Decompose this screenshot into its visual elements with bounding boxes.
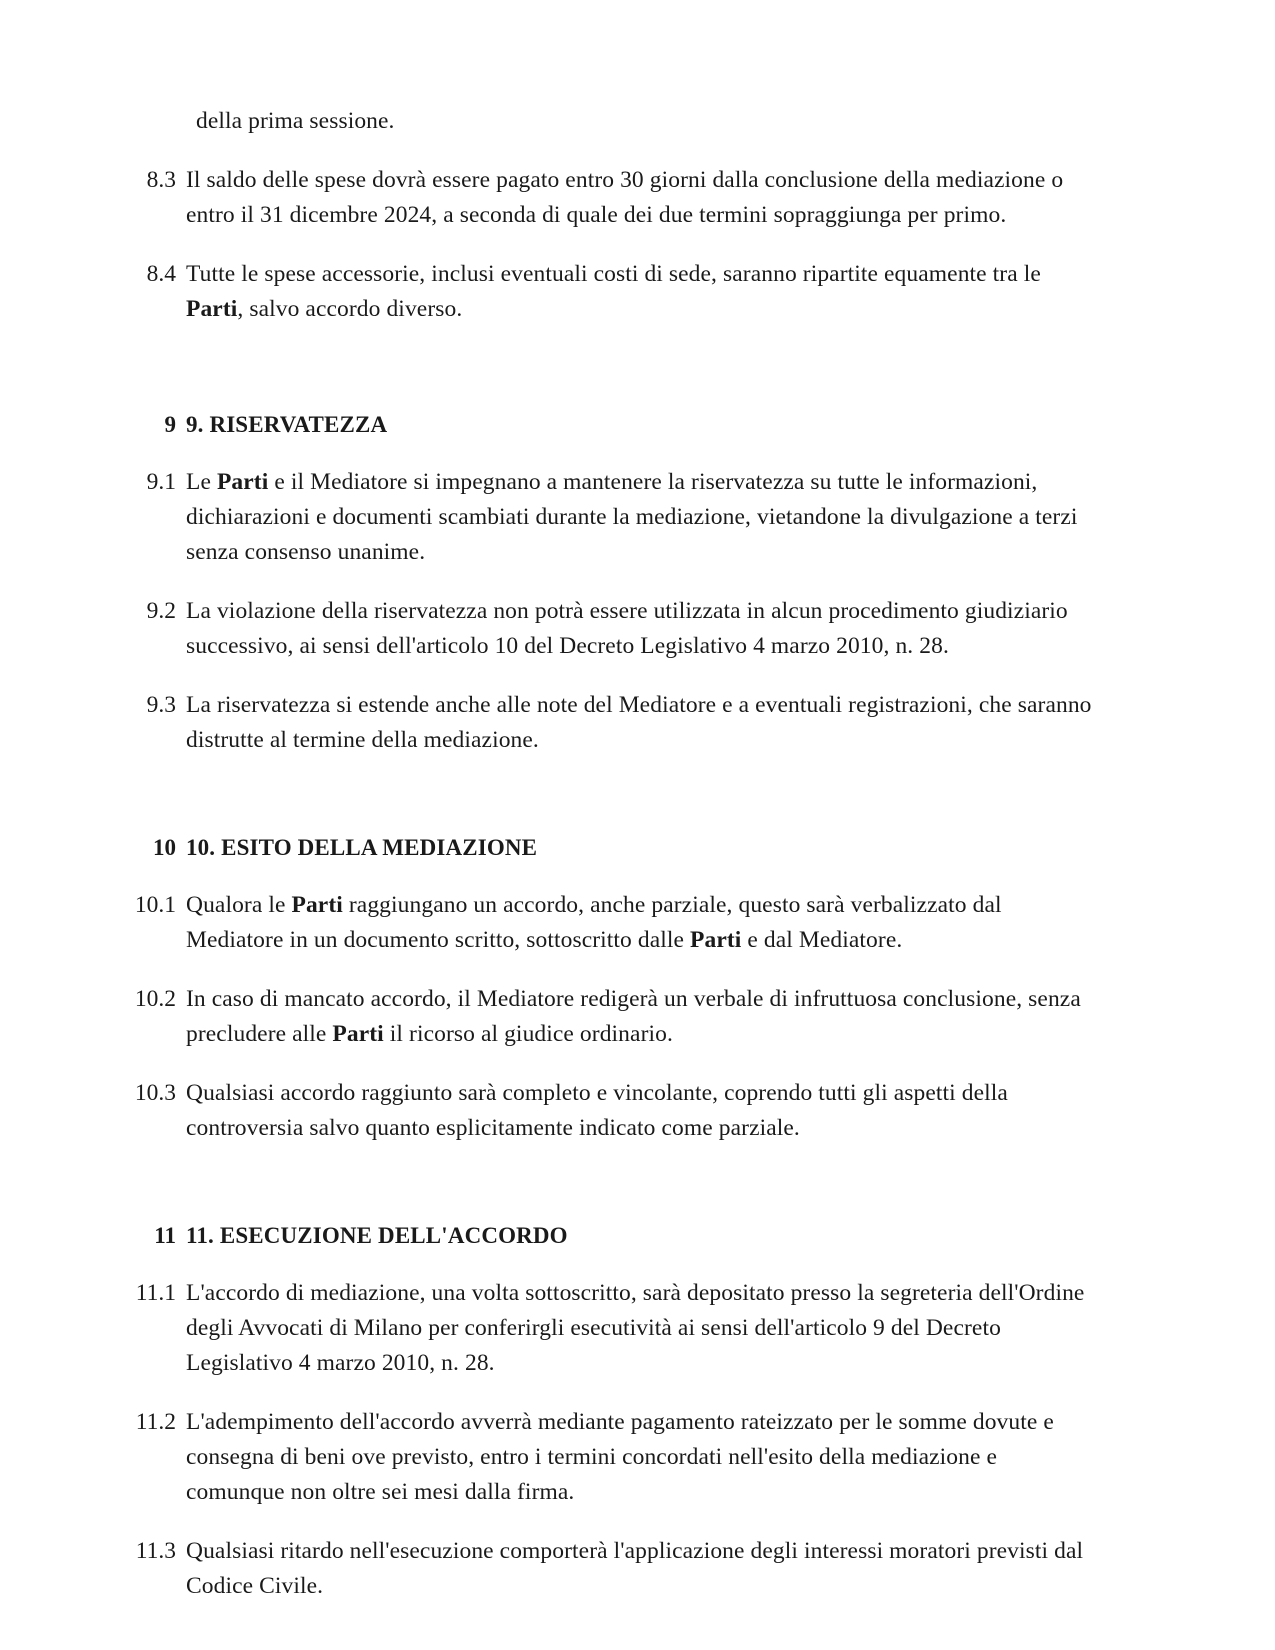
clause-item: [130, 1534, 1097, 1604]
section-title: 9. RISERVATEZZA: [186, 412, 388, 437]
clause-text: [186, 465, 1097, 570]
clause-text-run: Tutte le spese accessorie, inclusi eventuali costi di sede, saranno ripartite equamente tra le: [186, 261, 1041, 287]
clause-text-run: La violazione della riservatezza non potrà essere utilizzata in alcun procedimento giudiziario successivo, ai sensi dell'articolo 10 del Decreto Legislativo 4 marzo 2010, n. 28.: [186, 598, 1068, 659]
emphasis-term: Parti: [291, 892, 343, 918]
clause-text-run: Qualsiasi ritardo nell'esecuzione comporterà l'applicazione degli interessi moratori previsti dal Codice Civile.: [186, 1538, 1084, 1599]
section-number: 9: [164, 412, 176, 437]
clause-text: [186, 257, 1097, 327]
clause-text-run: raggiungano un accordo, anche parziale, questo sarà verbalizzato dal Mediatore in un documento scritto, sottoscritto dalle: [186, 892, 1002, 953]
clause-item: [130, 688, 1097, 758]
clause-item: [130, 594, 1097, 664]
document-body: [130, 104, 1097, 1604]
clause-item: [130, 1405, 1097, 1510]
clause-number: 10.1: [134, 892, 176, 918]
clause-number: 11.1: [135, 1280, 176, 1306]
clause-item: [130, 982, 1097, 1052]
clause-item: [130, 1076, 1097, 1146]
clause-text-run: La riservatezza si estende anche alle note del Mediatore e a eventuali registrazioni, che saranno distrutte al termine della mediazione.: [186, 692, 1092, 753]
section-number: 11: [154, 1223, 176, 1248]
clause-item: [130, 163, 1097, 233]
clause-text-run: Il saldo delle spese dovrà essere pagato entro 30 giorni dalla conclusione della mediazione o entro il 31 dicembre 2024, a seconda di quale dei due termini sopraggiunga per primo.: [186, 167, 1064, 228]
clause-text: [186, 1076, 1097, 1146]
clause-item: [130, 257, 1097, 327]
section-title: 11. ESECUZIONE DELL'ACCORDO: [186, 1223, 568, 1248]
clause-text-run: Qualsiasi accordo raggiunto sarà completo e vincolante, coprendo tutti gli aspetti della controversia salvo quanto esplicitamente indicato come parziale.: [186, 1080, 1008, 1141]
clause-text: [186, 1276, 1097, 1381]
emphasis-term: Parti: [332, 1021, 384, 1047]
clause-number: 9.1: [146, 469, 176, 495]
clause-number: 9.3: [146, 692, 176, 718]
clause-text: [186, 594, 1097, 664]
clause-text: [186, 982, 1097, 1052]
clause-text-run: In caso di mancato accordo, il Mediatore redigerà un verbale di infruttuosa conclusione, senza precludere alle: [186, 986, 1081, 1047]
clause-text-run: e dal Mediatore.: [741, 927, 903, 953]
clause-item: [130, 465, 1097, 570]
clause-text-run: Qualora le: [186, 892, 292, 918]
clause-number: 10.2: [134, 986, 176, 1012]
clause-item: [130, 888, 1097, 958]
section-heading: [130, 1220, 1097, 1252]
clause-text-run: e il Mediatore si impegnano a mantenere la riservatezza su tutte le informazioni, dichiarazioni e documenti scambiati durante la mediazione, vietandone la divulgazione a terzi senza consenso unanime.: [186, 469, 1078, 565]
clause-text: [186, 688, 1097, 758]
clause-item: [130, 1276, 1097, 1381]
section-heading: [130, 409, 1097, 441]
clause-text-run: Le: [186, 469, 217, 495]
section-number: 10: [153, 835, 176, 860]
section-heading: [130, 832, 1097, 864]
clause-number: 9.2: [146, 598, 176, 624]
clause-number: 8.3: [146, 167, 176, 193]
continuation-paragraph: della prima sessione.: [196, 108, 395, 134]
clause-list: [130, 163, 1097, 1604]
section-title: 10. ESITO DELLA MEDIAZIONE: [186, 835, 538, 860]
clause-text: [186, 163, 1097, 233]
clause-text-run: L'adempimento dell'accordo avverrà mediante pagamento rateizzato per le somme dovute e consegna di beni ove previsto, entro i termini concordati nell'esito della mediazione e comunque non oltre sei mesi dalla firma.: [186, 1409, 1054, 1505]
clause-text: [186, 1405, 1097, 1510]
clause-text: [186, 888, 1097, 958]
clause-text: [186, 1534, 1097, 1604]
emphasis-term: Parti: [186, 296, 238, 322]
emphasis-term: Parti: [216, 469, 269, 495]
clause-text-run: , salvo accordo diverso.: [237, 296, 463, 322]
clause-text-run: il ricorso al giudice ordinario.: [383, 1021, 673, 1047]
clause-text-run: L'accordo di mediazione, una volta sottoscritto, sarà depositato presso la segreteria dell'Ordine degli Avvocati di Milano per conferirgli esecutività ai sensi dell'articolo 9 del Decreto Legislativo 4 marzo 2010, n. 28.: [186, 1280, 1085, 1376]
clause-number: 8.4: [146, 261, 176, 287]
emphasis-term: Parti: [690, 927, 742, 953]
clause-number: 11.3: [135, 1538, 176, 1564]
clause-number: 11.2: [135, 1409, 176, 1435]
clause-number: 10.3: [134, 1080, 176, 1106]
